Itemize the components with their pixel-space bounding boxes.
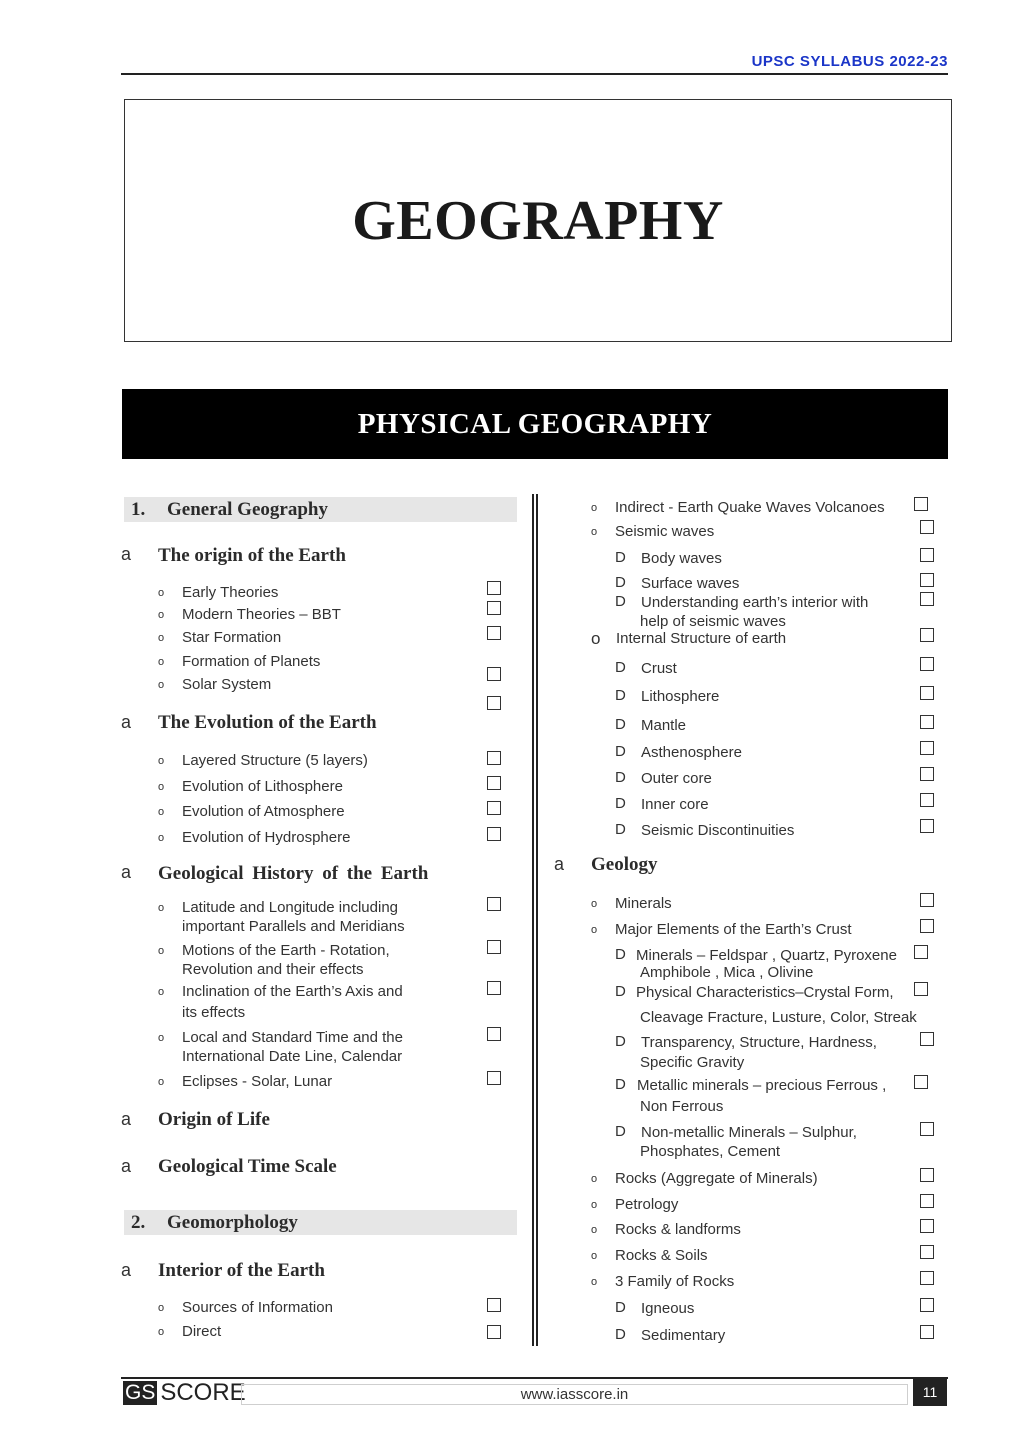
list-item: Internal Structure of earth: [616, 630, 787, 647]
bullet: o: [591, 629, 601, 648]
checkbox[interactable]: [920, 767, 934, 781]
bullet: o: [591, 1199, 598, 1211]
section-banner: [122, 389, 948, 459]
section-header-general-geography: [124, 497, 517, 522]
bullet: o: [591, 1173, 598, 1185]
checkbox[interactable]: [920, 1325, 934, 1339]
bullet: o: [158, 945, 165, 957]
sub-bullet: D: [615, 769, 626, 786]
list-item: Seismic Discontinuities: [641, 822, 795, 839]
sub-bullet: D: [615, 1076, 626, 1093]
sub-bullet: D: [615, 1299, 626, 1316]
banner-title: PHYSICAL GEOGRAPHY: [357, 407, 713, 440]
checkbox[interactable]: [487, 696, 501, 710]
list-item-cont: International Date Line, Calendar: [182, 1048, 403, 1065]
bullet: o: [591, 1224, 598, 1236]
list-item: Modern Theories – BBT: [182, 606, 341, 623]
list-item: Evolution of Hydrosphere: [182, 829, 351, 846]
checkbox[interactable]: [920, 1271, 934, 1285]
checkbox[interactable]: [920, 686, 934, 700]
checkbox[interactable]: [920, 628, 934, 642]
checkbox[interactable]: [487, 897, 501, 911]
checkbox[interactable]: [487, 776, 501, 790]
logo-gs: GS: [125, 1381, 156, 1404]
bullet: o: [158, 656, 165, 668]
page-title: GEOGRAPHY: [352, 189, 724, 252]
list-item: Understanding earth’s interior with: [641, 594, 869, 611]
checkbox[interactable]: [914, 497, 928, 511]
topic-evolution-earth: The Evolution of the Earth: [158, 712, 377, 733]
list-item: Indirect - Earth Quake Waves Volcanoes: [615, 499, 885, 516]
checkbox[interactable]: [914, 945, 928, 959]
list-item: 3 Family of Rocks: [615, 1273, 735, 1290]
bullet: o: [158, 587, 165, 599]
sub-bullet: D: [615, 1033, 626, 1050]
bullet: o: [158, 1326, 165, 1338]
topic-time-scale: Geological Time Scale: [158, 1156, 337, 1177]
sub-bullet: D: [615, 687, 626, 704]
list-item: Minerals – Feldspar , Quartz, Pyroxene: [636, 947, 897, 964]
checkbox[interactable]: [920, 793, 934, 807]
checkbox[interactable]: [487, 801, 501, 815]
list-item: Petrology: [615, 1196, 679, 1213]
header-rule: [121, 73, 948, 75]
list-item: Crust: [641, 660, 677, 677]
checkbox[interactable]: [920, 919, 934, 933]
list-item: Evolution of Lithosphere: [182, 778, 343, 795]
sub-bullet: D: [615, 593, 626, 610]
topic-geology: Geology: [591, 854, 658, 875]
checkbox[interactable]: [487, 981, 501, 995]
footer-url[interactable]: www.iasscore.in: [241, 1384, 908, 1405]
list-item: Physical Characteristics–Crystal Form,: [636, 984, 894, 1001]
list-item-cont: Non Ferrous: [640, 1098, 724, 1115]
checkbox[interactable]: [920, 1245, 934, 1259]
section-title: Geomorphology: [167, 1211, 298, 1233]
page-number: 11: [913, 1379, 947, 1406]
checkbox[interactable]: [920, 1168, 934, 1182]
checkbox[interactable]: [914, 982, 928, 996]
topic-marker: a: [121, 1109, 132, 1129]
checkbox[interactable]: [920, 573, 934, 587]
list-item: Rocks & landforms: [615, 1221, 741, 1238]
checkbox[interactable]: [920, 1122, 934, 1136]
checkbox[interactable]: [487, 1325, 501, 1339]
bullet: o: [158, 755, 165, 767]
checkbox[interactable]: [920, 715, 934, 729]
bullet: o: [158, 609, 165, 621]
topic-origin-earth: The origin of the Earth: [158, 545, 346, 566]
checkbox[interactable]: [487, 1027, 501, 1041]
bullet: o: [591, 1250, 598, 1262]
list-item: Sedimentary: [641, 1327, 726, 1344]
list-item: Body waves: [641, 550, 722, 567]
topic-marker: a: [121, 862, 132, 882]
list-item: Direct: [182, 1323, 222, 1340]
list-item: Local and Standard Time and the: [182, 1029, 403, 1046]
list-item: Asthenosphere: [641, 744, 742, 761]
bullet: o: [591, 502, 598, 514]
list-item-cont: Specific Gravity: [640, 1054, 745, 1071]
topic-marker: a: [121, 544, 132, 564]
list-item: Formation of Planets: [182, 653, 321, 670]
bullet: o: [158, 1302, 165, 1314]
section-number: 2.: [131, 1211, 146, 1233]
list-item: Latitude and Longitude including: [182, 899, 399, 916]
sub-bullet: D: [615, 574, 626, 591]
sub-bullet: D: [615, 946, 626, 963]
bullet: o: [591, 1276, 598, 1288]
list-item: Mantle: [641, 717, 687, 734]
sub-bullet: D: [615, 743, 626, 760]
checkbox[interactable]: [487, 827, 501, 841]
topic-interior-earth: Interior of the Earth: [158, 1260, 325, 1281]
list-item: Inner core: [641, 796, 709, 813]
list-item: Star Formation: [182, 629, 282, 646]
checkbox[interactable]: [487, 751, 501, 765]
list-item: Inclination of the Earth’s Axis and: [182, 983, 403, 1000]
list-item: Solar System: [182, 676, 272, 693]
sub-bullet: D: [615, 821, 626, 838]
bullet: o: [158, 1076, 165, 1088]
bullet: o: [591, 898, 598, 910]
list-item: Transparency, Structure, Hardness,: [641, 1034, 877, 1051]
list-item: Evolution of Atmosphere: [182, 803, 345, 820]
checkbox[interactable]: [920, 1298, 934, 1312]
list-item: Rocks (Aggregate of Minerals): [615, 1170, 818, 1187]
syllabus-tag: UPSC SYLLABUS 2022-23: [751, 53, 948, 70]
sub-bullet: D: [615, 659, 626, 676]
checkbox[interactable]: [920, 592, 934, 606]
list-item: Surface waves: [641, 575, 740, 592]
list-item: Outer core: [641, 770, 712, 787]
topic-marker: a: [121, 1156, 132, 1176]
sub-bullet: D: [615, 1326, 626, 1343]
section-number: 1.: [131, 498, 146, 520]
checkbox[interactable]: [487, 667, 501, 681]
checkbox[interactable]: [914, 1075, 928, 1089]
list-item-cont: Revolution and their effects: [182, 961, 364, 978]
sub-bullet: D: [615, 549, 626, 566]
sub-bullet: D: [615, 716, 626, 733]
gs-score-logo: [123, 1381, 246, 1405]
topic-marker: a: [121, 712, 132, 732]
section-title: General Geography: [167, 498, 328, 520]
list-item: Seismic waves: [615, 523, 715, 540]
list-item-cont: Cleavage Fracture, Lusture, Color, Streak: [640, 1009, 917, 1026]
list-item: Minerals: [615, 895, 672, 912]
list-item: Major Elements of the Earth’s Crust: [615, 921, 852, 938]
checkbox[interactable]: [487, 940, 501, 954]
bullet: o: [158, 1032, 165, 1044]
sub-bullet: D: [615, 983, 626, 1000]
checkbox[interactable]: [920, 1219, 934, 1233]
checkbox[interactable]: [920, 741, 934, 755]
list-item-cont: Phosphates, Cement: [640, 1143, 781, 1160]
list-item: Sources of Information: [182, 1299, 333, 1316]
checkbox[interactable]: [920, 1194, 934, 1208]
list-item: Early Theories: [182, 584, 279, 601]
bullet: o: [158, 902, 165, 914]
checkbox[interactable]: [920, 1032, 934, 1046]
list-item: Igneous: [641, 1300, 695, 1317]
checkbox[interactable]: [920, 893, 934, 907]
bullet: o: [158, 986, 165, 998]
sub-bullet: D: [615, 795, 626, 812]
bullet: o: [591, 526, 598, 538]
title-box: [124, 99, 952, 342]
list-item: Lithosphere: [641, 688, 720, 705]
list-item-cont: help of seismic waves: [640, 613, 786, 630]
section-header-geomorphology: [124, 1210, 517, 1235]
checkbox[interactable]: [920, 657, 934, 671]
checkbox[interactable]: [920, 520, 934, 534]
column-divider: [532, 494, 538, 1346]
list-item-cont: important Parallels and Meridians: [182, 918, 405, 935]
checkbox[interactable]: [487, 601, 501, 615]
list-item: Metallic minerals – precious Ferrous ,: [637, 1077, 887, 1094]
topic-geological-history: Geological History of the Earth: [158, 863, 429, 884]
bullet: o: [158, 679, 165, 691]
list-item: Eclipses - Solar, Lunar: [182, 1073, 333, 1090]
bullet: o: [158, 832, 165, 844]
logo-score: SCORE: [160, 1379, 246, 1406]
bullet: o: [158, 632, 165, 644]
topic-marker: a: [121, 1260, 132, 1280]
list-item: Rocks & Soils: [615, 1247, 708, 1264]
list-item: Non-metallic Minerals – Sulphur,: [641, 1124, 857, 1141]
checkbox[interactable]: [487, 1298, 501, 1312]
list-item-cont: Amphibole , Mica , Olivine: [640, 964, 814, 981]
list-item: Layered Structure (5 layers): [182, 752, 368, 769]
bullet: o: [158, 781, 165, 793]
bullet: o: [591, 924, 598, 936]
bullet: o: [158, 806, 165, 818]
list-item: Motions of the Earth - Rotation,: [182, 942, 390, 959]
sub-bullet: D: [615, 1123, 626, 1140]
list-item-cont: its effects: [182, 1004, 246, 1021]
checkbox[interactable]: [920, 819, 934, 833]
topic-origin-life: Origin of Life: [158, 1109, 270, 1130]
checkbox[interactable]: [487, 581, 501, 595]
checkbox[interactable]: [920, 548, 934, 562]
checkbox[interactable]: [487, 1071, 501, 1085]
checkbox[interactable]: [487, 626, 501, 640]
topic-marker: a: [554, 854, 565, 874]
